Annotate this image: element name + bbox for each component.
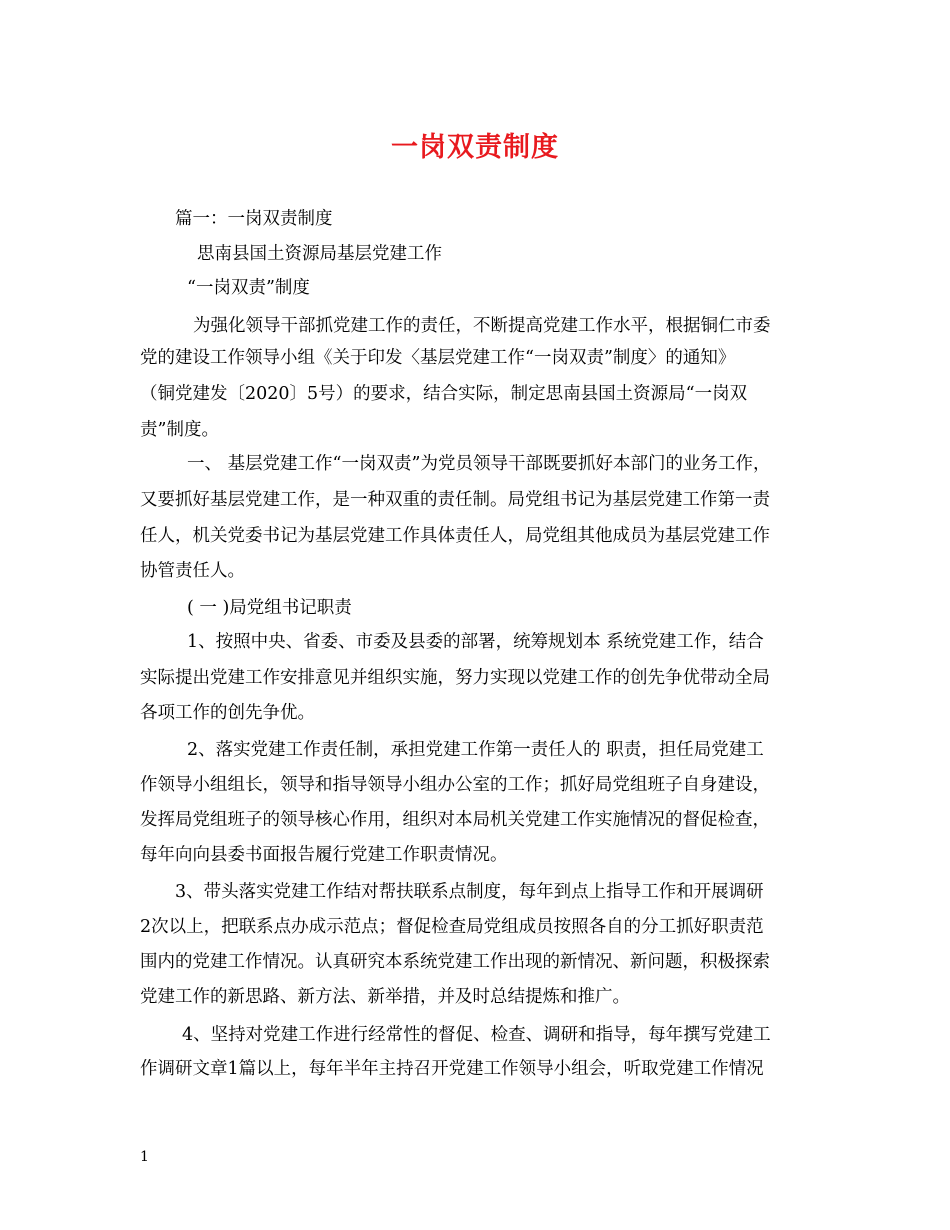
text-line: 发挥局党组班子的领导核心作用，组织对本局机关党建工作实施情况的督促检查， <box>140 810 770 830</box>
text-line: 一、 基层党建工作“一岗双责”为党员领导干部既要抓好本部门的业务工作， <box>187 454 771 474</box>
text-line: 党建工作的新思路、新方法、新举措，并及时总结提炼和推广。 <box>140 987 630 1007</box>
text-line: 2次以上，把联系点办成示范点；督促检查局党组成员按照各自的分工抓好职责范 <box>140 917 764 937</box>
text-line: 为强化领导干部抓党建工作的责任，不断提高党建工作水平，根据铜仁市委 <box>193 316 771 336</box>
text-line: “一岗双责”制度 <box>187 278 310 298</box>
text-line: 每年向向县委书面报告履行党建工作职责情况。 <box>140 845 508 865</box>
text-line: 4、坚持对党建工作进行经常性的督促、检查、调研和指导，每年撰写党建工 <box>182 1025 771 1045</box>
text-line: 3、带头落实党建工作结对帮扶联系点制度，每年到点上指导工作和开展调研 <box>175 882 764 902</box>
text-line: 作调研文章1篇以上，每年半年主持召开党建工作领导小组会，听取党建工作情况 <box>140 1059 764 1079</box>
text-line: 各项工作的创先争优。 <box>140 703 315 723</box>
page-number: 1 <box>140 1149 149 1165</box>
text-line: 又要抓好基层党建工作，是一种双重的责任制。局党组书记为基层党建工作第一责 <box>140 490 770 510</box>
text-line: 责”制度。 <box>140 420 219 440</box>
text-line: 实际提出党建工作安排意见并组织实施，努力实现以党建工作的创先争优带动全局 <box>140 668 770 688</box>
document-title: 一岗双责制度 <box>391 132 559 163</box>
text-line: 1、按照中央、省委、市委及县委的部署，统筹规划本 系统党建工作，结合 <box>187 632 764 652</box>
section-heading: ( 一 )局党组书记职责 <box>187 598 352 618</box>
text-line: 围内的党建工作情况。认真研究本系统党建工作出现的新情况、新问题，积极探索 <box>140 952 770 972</box>
text-line: 党的建设工作领导小组《关于印发〈基层党建工作“一岗双责”制度〉的通知》 <box>140 348 736 368</box>
text-line: 协管责任人。 <box>140 561 245 581</box>
text-line: 2、落实党建工作责任制，承担党建工作第一责任人的 职责，担任局党建工 <box>187 740 764 760</box>
text-line: 任人，机关党委书记为基层党建工作具体责任人，局党组其他成员为基层党建工作 <box>140 526 770 546</box>
text-line: （铜党建发〔2020〕5号）的要求，结合实际，制定思南县国土资源局“一岗双 <box>140 384 748 404</box>
text-line: 篇一：一岗双责制度 <box>175 209 333 229</box>
text-line: 思南县国土资源局基层党建工作 <box>197 244 442 264</box>
text-line: 作领导小组组长，领导和指导领导小组办公室的工作；抓好局党组班子自身建设， <box>140 775 770 795</box>
